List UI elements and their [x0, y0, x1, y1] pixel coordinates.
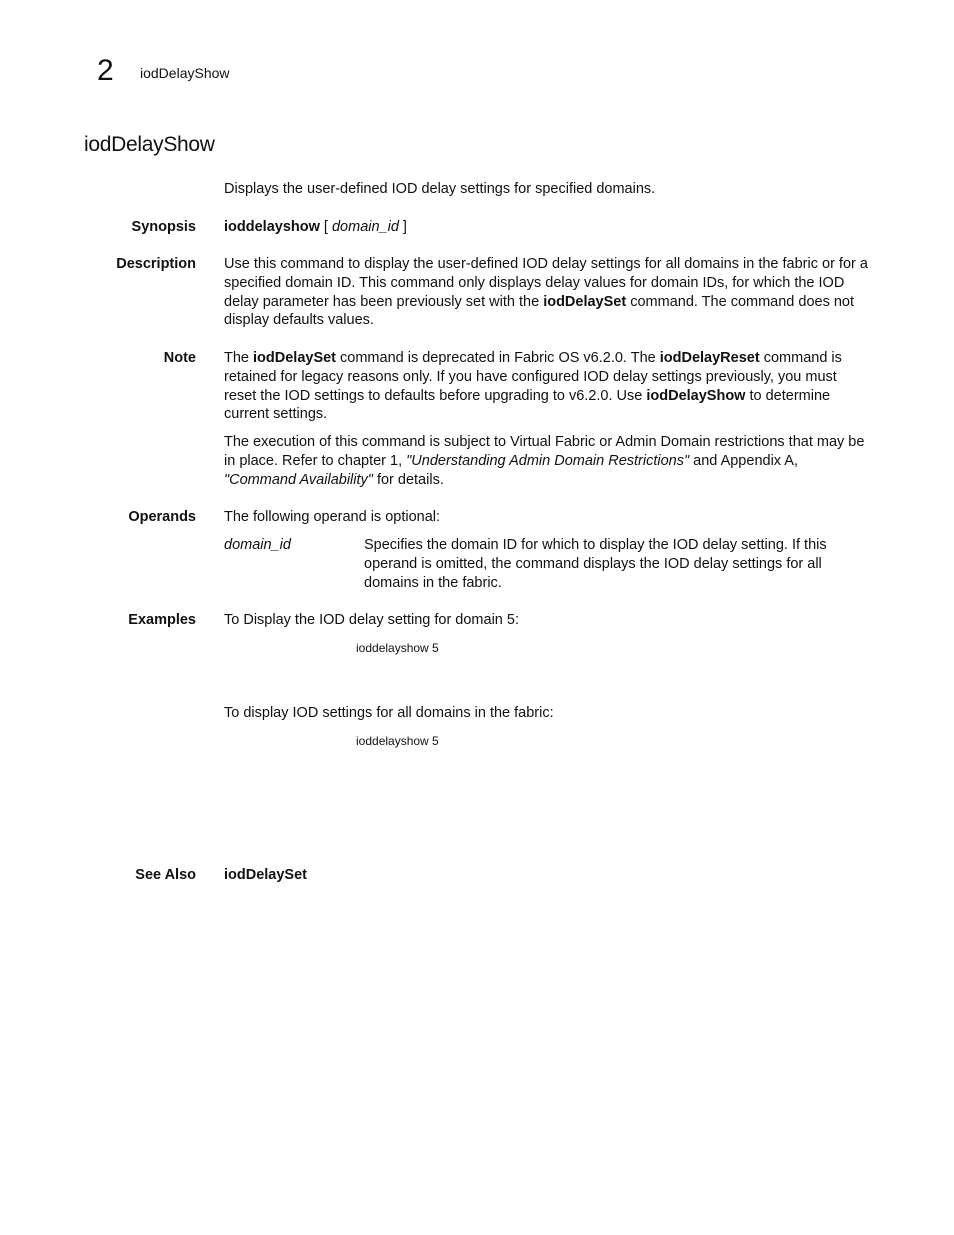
- restriction-reference: "Understanding Admin Domain Restrictions": [406, 452, 690, 469]
- description-command-ref: iodDelaySet: [543, 293, 627, 310]
- note-part: The: [224, 350, 254, 366]
- note-command-ref: iodDelaySet: [253, 350, 337, 366]
- operand-name: domain_id: [224, 537, 291, 553]
- page-title: iodDelayShow: [84, 133, 215, 156]
- examples-label: Examples: [128, 612, 196, 628]
- see-also-value: [224, 866, 870, 885]
- example-1-code: ioddelayshow 5: [356, 641, 439, 655]
- description-part: command. The command does not display defaults values.: [224, 293, 855, 329]
- example-2-text: To display IOD settings for all domains in the fabric:: [224, 705, 554, 721]
- restriction-reference: "Command Availability": [224, 471, 373, 488]
- synopsis-argument: domain_id: [331, 219, 399, 235]
- operands-label: Operands: [128, 509, 196, 525]
- operands-intro: The following operand is optional:: [224, 509, 441, 525]
- operand-description: Specifies the domain ID for which to display the IOD delay setting. If this operand is omitted, the command displays the IOD delay settings for all domains in the fabric.: [364, 537, 827, 591]
- description-text: [224, 255, 870, 330]
- synopsis-bracket-open: [: [319, 219, 332, 235]
- note-part: to determine current settings.: [224, 387, 831, 423]
- synopsis-label: Synopsis: [131, 219, 196, 235]
- description-label: Description: [116, 256, 196, 272]
- running-head: iodDelayShow: [140, 65, 230, 81]
- note-command-ref: iodDelayReset: [659, 350, 760, 366]
- synopsis-bracket-close: ]: [398, 219, 407, 235]
- example-1-text: To Display the IOD delay setting for domain 5:: [224, 612, 519, 628]
- restriction-part: and Appendix A,: [689, 452, 798, 469]
- chapter-number: 2: [97, 54, 114, 87]
- synopsis-text: [224, 218, 870, 237]
- command-summary: Displays the user-defined IOD delay settings for specified domains.: [224, 181, 656, 197]
- restriction-part: The execution of this command is subject to Virtual Fabric or Admin Domain restrictions that may be in place. Refer to chapter 1,: [224, 434, 865, 469]
- description-part: Use this command to display the user-defined IOD delay settings for all domains in the fabric or for a specified domain ID. This command only displays delay values for domain IDs, for which the IOD delay parameter has been previously set with the: [224, 256, 868, 310]
- note-command-ref: iodDelayShow: [646, 387, 746, 404]
- synopsis-command: ioddelayshow: [224, 219, 320, 235]
- see-also-command: iodDelaySet: [224, 867, 307, 883]
- restriction-text: [224, 433, 870, 489]
- note-label: Note: [163, 350, 196, 366]
- note-part: command is retained for legacy reasons only. If you have configured IOD delay settings previously, you must reset the IOD settings to defaults before upgrading to v6.2.0. Use: [224, 350, 842, 404]
- restriction-part: for details.: [372, 471, 444, 488]
- note-part: command is deprecated in Fabric OS v6.2.0. The: [336, 350, 660, 366]
- example-2-code: ioddelayshow 5: [356, 734, 439, 748]
- see-also-label: See Also: [135, 867, 196, 883]
- note-text: [224, 349, 870, 424]
